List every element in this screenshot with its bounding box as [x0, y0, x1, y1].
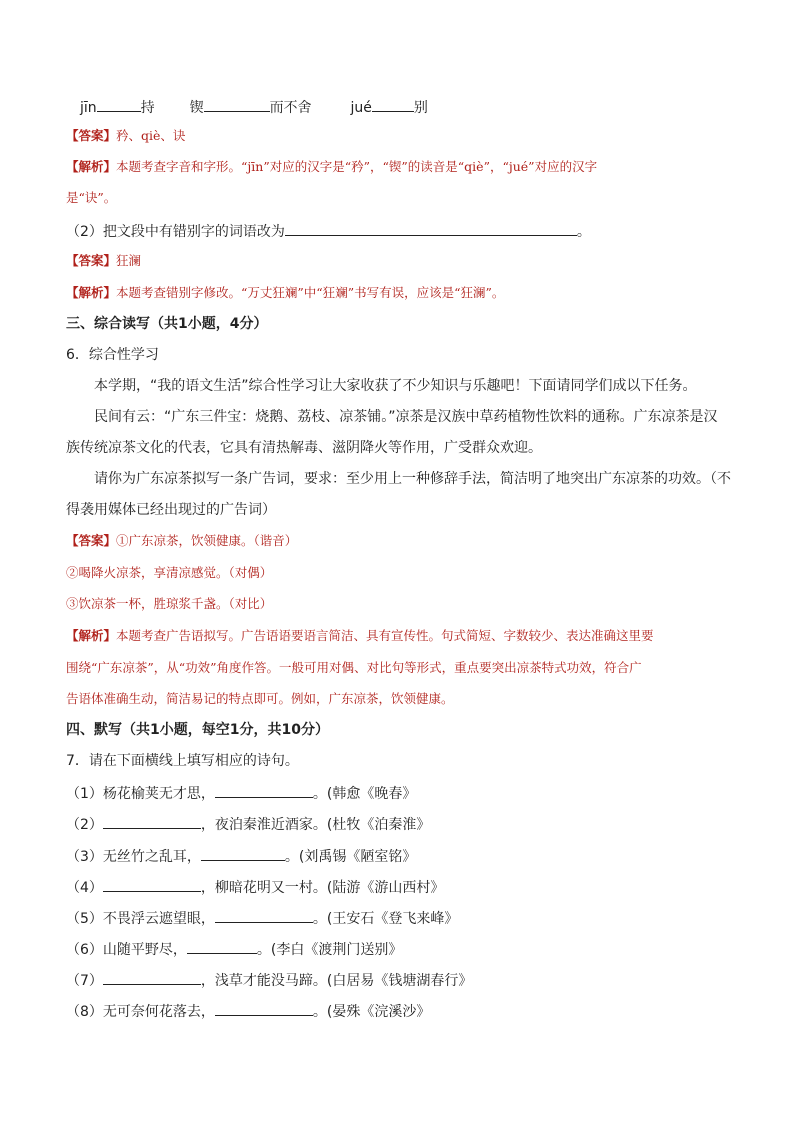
blank-line: [215, 1000, 313, 1016]
item-pre: 无丝竹之乱耳，: [102, 849, 201, 865]
blank-line: [187, 938, 257, 954]
analysis-tag: 【解析】: [66, 159, 117, 174]
item-number: （7）: [66, 973, 103, 989]
pinyin-2: 锲: [189, 100, 204, 116]
item-post: 。(刘禹锡《陋室铭》: [284, 849, 417, 865]
blank-line: [103, 813, 201, 829]
poem-item-6: [66, 938, 402, 960]
item-pre: 不畏浮云遮望眼，: [102, 911, 215, 927]
item-post: ，浅草才能没马蹄。(白居易《钱塘湖春行》: [200, 973, 473, 989]
poem-item-7: [66, 969, 472, 991]
item-post: 。(韩愈《晚春》: [312, 786, 417, 802]
blank-line: [204, 96, 270, 112]
blank-line: [103, 876, 201, 892]
question-7-title: 7．请在下面横线上填写相应的诗句。: [66, 753, 299, 769]
analysis-text: 本题考查字音和字形。“jīn”对应的汉字是“矜”，“锲”的读音是“qiè”，“jué”对应的汉字: [116, 159, 598, 174]
answer-1: [66, 126, 185, 146]
item-post: 。(李白《渡荆门送别》: [256, 942, 403, 958]
pinyin-1-after: 持: [140, 100, 155, 116]
blank-line: [285, 220, 577, 236]
poem-item-8: [66, 1000, 430, 1022]
analysis-text: 本题考查错别字修改。“万丈狂斓”中“狂斓”书写有误，应该是“狂澜”。: [116, 285, 505, 300]
analysis-tag: 【解析】: [66, 628, 117, 643]
answer-text: 矜、qiè、诀: [116, 128, 186, 143]
item-pre: 杨花榆荚无才思，: [102, 786, 215, 802]
pinyin-2-after: 而不舍: [269, 100, 312, 116]
question-6-title: 6．综合性学习: [66, 347, 159, 363]
question-6-paragraph-3-cont: 得袭用媒体已经出现过的广告词）: [66, 502, 276, 518]
item-post: 。(晏殊《浣溪沙》: [312, 1004, 431, 1020]
poem-item-3: [66, 845, 416, 867]
answer-text: ①广东凉茶，饮领健康。（谐音）: [116, 533, 298, 548]
pinyin-line: [80, 96, 428, 118]
item-number: （2）: [66, 817, 103, 833]
answer-tag: 【答案】: [66, 253, 117, 268]
blank-line: [97, 96, 141, 112]
question-6-paragraph-2-cont: 族传统凉茶文化的代表，它具有清热解毒、滋阴降火等作用，广受群众欢迎。: [66, 440, 542, 456]
blank-line: [201, 845, 285, 861]
question-6-paragraph-2: 民间有云：“广东三件宝：烧鹅、荔枝、凉茶铺。”凉茶是汉族中草药植物性饮料的通称。广东凉茶是汉: [94, 409, 718, 425]
blank-line: [372, 96, 414, 112]
item-pre: 山随平野尽，: [102, 942, 187, 958]
analysis-1-cont: 是“诀”。: [66, 190, 117, 205]
pinyin-3-after: 别: [413, 100, 428, 116]
answer-tag: 【答案】: [66, 533, 117, 548]
pinyin-3: jué: [350, 100, 372, 116]
section-heading-4: 四、默写（共1小题，每空1分，共10分）: [66, 722, 329, 738]
poem-item-4: [66, 876, 444, 898]
item-post: ，柳暗花明又一村。(陆游《游山西村》: [200, 880, 445, 896]
item-number: （1）: [66, 786, 103, 802]
analysis-3: [66, 626, 654, 646]
answer-text: 狂澜: [116, 253, 142, 268]
section-heading-3: 三、综合读写（共1小题，4分）: [66, 316, 268, 332]
blank-line: [215, 907, 313, 923]
item-post: ，夜泊秦淮近酒家。(杜牧《泊秦淮》: [200, 817, 431, 833]
answer-3: [66, 531, 297, 551]
analysis-2: [66, 283, 504, 303]
poem-item-1: [66, 782, 416, 804]
pinyin-1: jīn: [80, 100, 97, 116]
answer-3-item-3: ③饮凉茶一杯，胜琼浆千盏。（对比）: [66, 596, 273, 611]
poem-item-5: [66, 907, 458, 929]
analysis-3-cont-2: 告语体准确生动，简洁易记的特点即可。例如，广东凉茶，饮领健康。: [66, 691, 454, 706]
analysis-text: 本题考查广告语拟写。广告语语要语言简洁、具有宣传性。句式简短、字数较少、表达准确这里要: [116, 628, 654, 643]
poem-item-2: [66, 813, 430, 835]
question-text: （2）把文段中有错别字的词语改为: [66, 224, 285, 240]
answer-2: [66, 251, 141, 271]
item-number: （8）: [66, 1004, 103, 1020]
question-end: 。: [576, 224, 591, 240]
blank-line: [103, 969, 201, 985]
question-5-2: [66, 220, 591, 242]
item-pre: 无可奈何花落去，: [102, 1004, 215, 1020]
analysis-1: [66, 157, 597, 177]
item-number: （5）: [66, 911, 103, 927]
item-number: （3）: [66, 849, 103, 865]
blank-line: [215, 782, 313, 798]
item-post: 。(王安石《登飞来峰》: [312, 911, 459, 927]
item-number: （4）: [66, 880, 103, 896]
question-6-paragraph-3: 请你为广东凉茶拟写一条广告词，要求：至少用上一种修辞手法，简洁明了地突出广东凉茶的功效。（不: [94, 471, 731, 487]
item-number: （6）: [66, 942, 103, 958]
answer-3-item-2: ②喝降火凉茶，享清凉感觉。（对偶）: [66, 565, 273, 580]
analysis-3-cont-1: 围绕“广东凉茶”，从“功效”角度作答。一般可用对偶、对比句等形式，重点要突出凉茶特式功效，符合广: [66, 660, 642, 675]
analysis-tag: 【解析】: [66, 285, 117, 300]
answer-tag: 【答案】: [66, 128, 117, 143]
question-6-paragraph-1: 本学期，“我的语文生活”综合性学习让大家收获了不少知识与乐趣吧！下面请同学们成以下任务。: [94, 378, 697, 394]
